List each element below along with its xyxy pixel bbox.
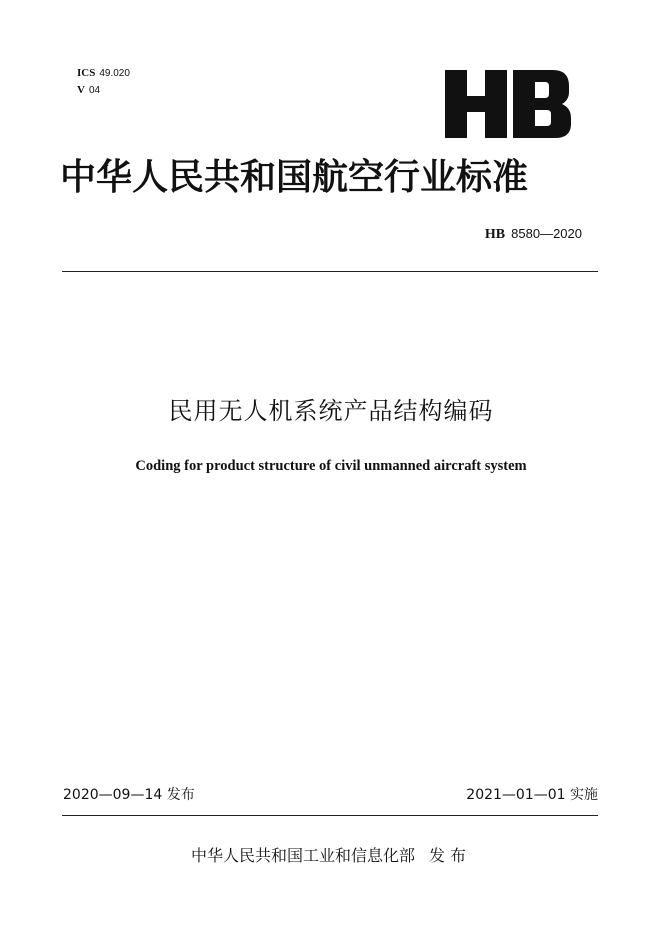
- ccs-label: V: [77, 84, 85, 96]
- publisher-name: 中华人民共和国工业和信息化部: [190, 846, 415, 865]
- ics-label: ICS: [77, 67, 96, 79]
- bottom-divider: [62, 815, 598, 816]
- issue-date: 2020—09—14 发布: [63, 787, 195, 803]
- standard-type-title: 中华人民共和国航空行业标准: [60, 157, 529, 198]
- publisher: [0, 846, 662, 866]
- document-title-english: Coding for product structure of civil unmanned aircraft system: [135, 458, 527, 474]
- ics-code: [77, 66, 130, 81]
- hb-logo: [441, 68, 573, 140]
- ccs-value: 04: [88, 85, 101, 96]
- implementation-date: 2021—01—01 实施: [466, 787, 598, 803]
- standard-number: [485, 226, 582, 243]
- top-divider: [62, 271, 598, 272]
- publisher-action: 发布: [429, 846, 472, 865]
- ccs-code: [77, 83, 100, 98]
- standard-number-value: 8580—2020: [511, 226, 582, 241]
- ics-value: 49.020: [99, 68, 130, 79]
- standard-prefix: HB: [484, 227, 506, 242]
- document-title-chinese: 民用无人机系统产品结构编码: [168, 397, 494, 425]
